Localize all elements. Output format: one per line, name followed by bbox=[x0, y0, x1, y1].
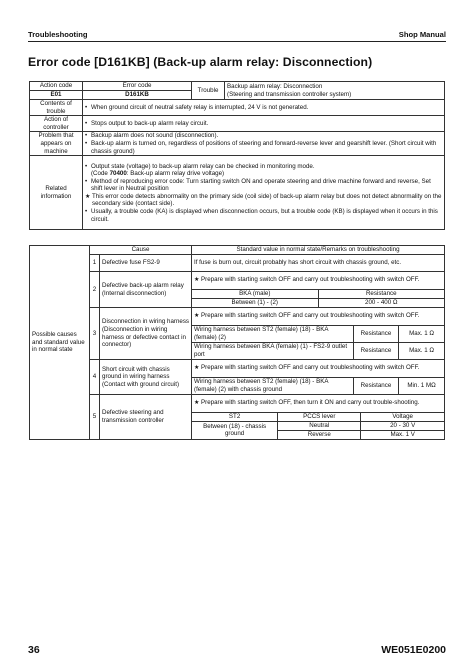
cause-number: 2 bbox=[90, 272, 100, 308]
error-code-value: D161KB bbox=[83, 91, 192, 100]
error-info-table bbox=[29, 81, 445, 230]
sub-value: Max. 1 Ω bbox=[399, 342, 444, 359]
sub-value: Min. 1 MΩ bbox=[399, 377, 444, 394]
bullet-mark: • bbox=[85, 119, 88, 127]
sub-item: Wiring harness between ST2 (female) (18) - BKA (female) (2) with chassis ground bbox=[192, 377, 353, 394]
monitoring-code: 70400 bbox=[109, 170, 127, 178]
action-text: • Stops output to back-up alarm relay circuit. bbox=[83, 116, 445, 132]
sub-label: Resistance bbox=[353, 377, 398, 394]
cause-row-4 bbox=[30, 360, 445, 395]
sub-value: Neutral bbox=[278, 421, 361, 430]
cause-header: Cause bbox=[90, 246, 192, 255]
sub-header: PCCS lever bbox=[278, 412, 361, 421]
contents-text: • When ground circuit of neutral safety relay is interrupted, 24 V is not generated. bbox=[83, 100, 445, 116]
action-label: Action of controller bbox=[30, 116, 83, 132]
sub-item: Wiring harness between BKA (female) (1) - FS2-9 outlet port bbox=[192, 342, 353, 359]
cause-name: Defective steering and transmission controller bbox=[100, 395, 192, 440]
bullet-mark: • bbox=[85, 208, 88, 216]
sub-header: ST2 bbox=[192, 412, 278, 421]
header-manual: Shop Manual bbox=[398, 30, 446, 39]
cause-remark: ★ Prepare with starting switch OFF and carry out troubleshooting with switch OFF. BKA (male) Resistance Between (1) - (2) 200 - 400 Ω bbox=[192, 272, 445, 308]
star-mark: ★ bbox=[194, 364, 200, 372]
document-code: WE051E0200 bbox=[381, 644, 446, 656]
cause-row-2 bbox=[30, 272, 445, 308]
sub-value: Max. 1 Ω bbox=[399, 325, 444, 342]
cause-number: 5 bbox=[90, 395, 100, 440]
bullet-mark: • bbox=[85, 140, 88, 148]
star-mark: ★ bbox=[194, 276, 200, 284]
possible-causes-table bbox=[29, 245, 445, 440]
cause-remark: If fuse is burn out, circuit probably has short circuit with chassis ground, etc. bbox=[192, 255, 445, 272]
sub-header: Voltage bbox=[361, 412, 444, 421]
header-section: Troubleshooting bbox=[28, 30, 88, 39]
sub-header: BKA (male) bbox=[192, 289, 318, 298]
sub-label: Resistance bbox=[353, 325, 398, 342]
error-code-label: Error code bbox=[83, 82, 192, 91]
action-code-label: Action code bbox=[30, 82, 83, 91]
trouble-line-1: Backup alarm relay: Disconnection bbox=[227, 82, 323, 90]
cause-number: 1 bbox=[90, 255, 100, 272]
page-number: 36 bbox=[28, 644, 40, 656]
bullet-mark: • bbox=[85, 103, 88, 111]
bullet-mark: • bbox=[85, 177, 88, 185]
trouble-line-2: (Steering and transmission controller system) bbox=[227, 90, 352, 98]
cause-name: Disconnection in wiring harness (Disconnection in wiring harness or defective contact in connector) bbox=[100, 308, 192, 360]
cause-row-3 bbox=[30, 308, 445, 360]
cause-number: 4 bbox=[90, 360, 100, 395]
sub-label: Resistance bbox=[353, 342, 398, 359]
standard-header: Standard value in normal state/Remarks on troubleshooting bbox=[192, 246, 445, 255]
sub-item: Wiring harness between ST2 (female) (18) - BKA (female) (2) bbox=[192, 325, 353, 342]
contents-label: Contents of trouble bbox=[30, 100, 83, 116]
problem-text: • Backup alarm does not sound (disconnection). • Back-up alarm is turned on, regardless of positions of steering and forward-reverse lever and gearshift lever. (Short circuit with chassis ground) bbox=[83, 132, 445, 156]
sub-item: Between (18) - chassis ground bbox=[192, 421, 278, 439]
cause-name: Defective back-up alarm relay (Internal disconnection) bbox=[100, 272, 192, 308]
cause-remark: ★ Prepare with starting switch OFF and carry out troubleshooting with switch OFF. Wiring harness between ST2 (female) (18) - BKA (female) (2) Resistance Max. 1 Ω Wiring harness between BKA (female) (1) - FS2-9 outlet port Resistance Max. 1 Ω bbox=[192, 308, 445, 360]
cause-row-5 bbox=[30, 395, 445, 440]
possible-causes-label: Possible causes and standard value in normal state bbox=[30, 246, 90, 440]
sub-value: Reverse bbox=[278, 430, 361, 439]
cause-remark: ★ Prepare with starting switch OFF, then turn it ON and carry out trouble-shooting. ST2 PCCS lever Voltage Between (18) - chassis ground Neutral 20 - 30 V Reverse Max. 1 V bbox=[192, 395, 445, 440]
bullet-mark: • bbox=[85, 132, 88, 140]
sub-value: Between (1) - (2) bbox=[192, 298, 318, 307]
star-mark: ★ bbox=[85, 192, 91, 200]
sub-value: 200 - 400 Ω bbox=[318, 298, 444, 307]
page-footer bbox=[28, 644, 446, 656]
related-text: • Output state (voltage) to back-up alarm relay can be checked in monitoring mode. (Code 70400: Back-up alarm relay drive voltage) • Method of reproducing error code: Turn starting switch ON and operate steering and drive machine forward and reverse, Set shift lever in Neutral position ★ This error code detects abnormality on the primary side (coil side) of back-up alarm relay but does not detect abnormality on the secondary side (contact side). • Usually, a trouble code (KA) is displayed when disconnection occurs, but a trouble code (KB) is displayed when it occurs in this circuit. bbox=[83, 156, 445, 230]
sub-header: Resistance bbox=[318, 289, 444, 298]
related-label: Related information bbox=[30, 156, 83, 230]
cause-remark: ★ Prepare with starting switch OFF and carry out troubleshooting with switch OFF. Wiring harness between ST2 (female) (18) - BKA (female) (2) with chassis ground Resistance Min. 1 MΩ bbox=[192, 360, 445, 395]
bullet-mark: • bbox=[85, 162, 88, 170]
cause-name: Defective fuse FS2-9 bbox=[100, 255, 192, 272]
sub-value: 20 - 30 V bbox=[361, 421, 444, 430]
star-mark: ★ bbox=[194, 312, 200, 320]
star-mark: ★ bbox=[194, 399, 200, 407]
sub-value: Max. 1 V bbox=[361, 430, 444, 439]
trouble-label: Trouble bbox=[192, 82, 225, 100]
cause-number: 3 bbox=[90, 308, 100, 360]
action-code-value: E01 bbox=[30, 91, 83, 100]
trouble-description bbox=[225, 82, 445, 100]
cause-row-1 bbox=[30, 255, 445, 272]
page-title: Error code [D161KB] (Back-up alarm relay: Disconnection) bbox=[28, 55, 373, 69]
page-header bbox=[28, 30, 446, 42]
cause-name: Short circuit with chassis ground in wiring harness (Contact with ground circuit) bbox=[100, 360, 192, 395]
problem-label: Problem that appears on machine bbox=[30, 132, 83, 156]
